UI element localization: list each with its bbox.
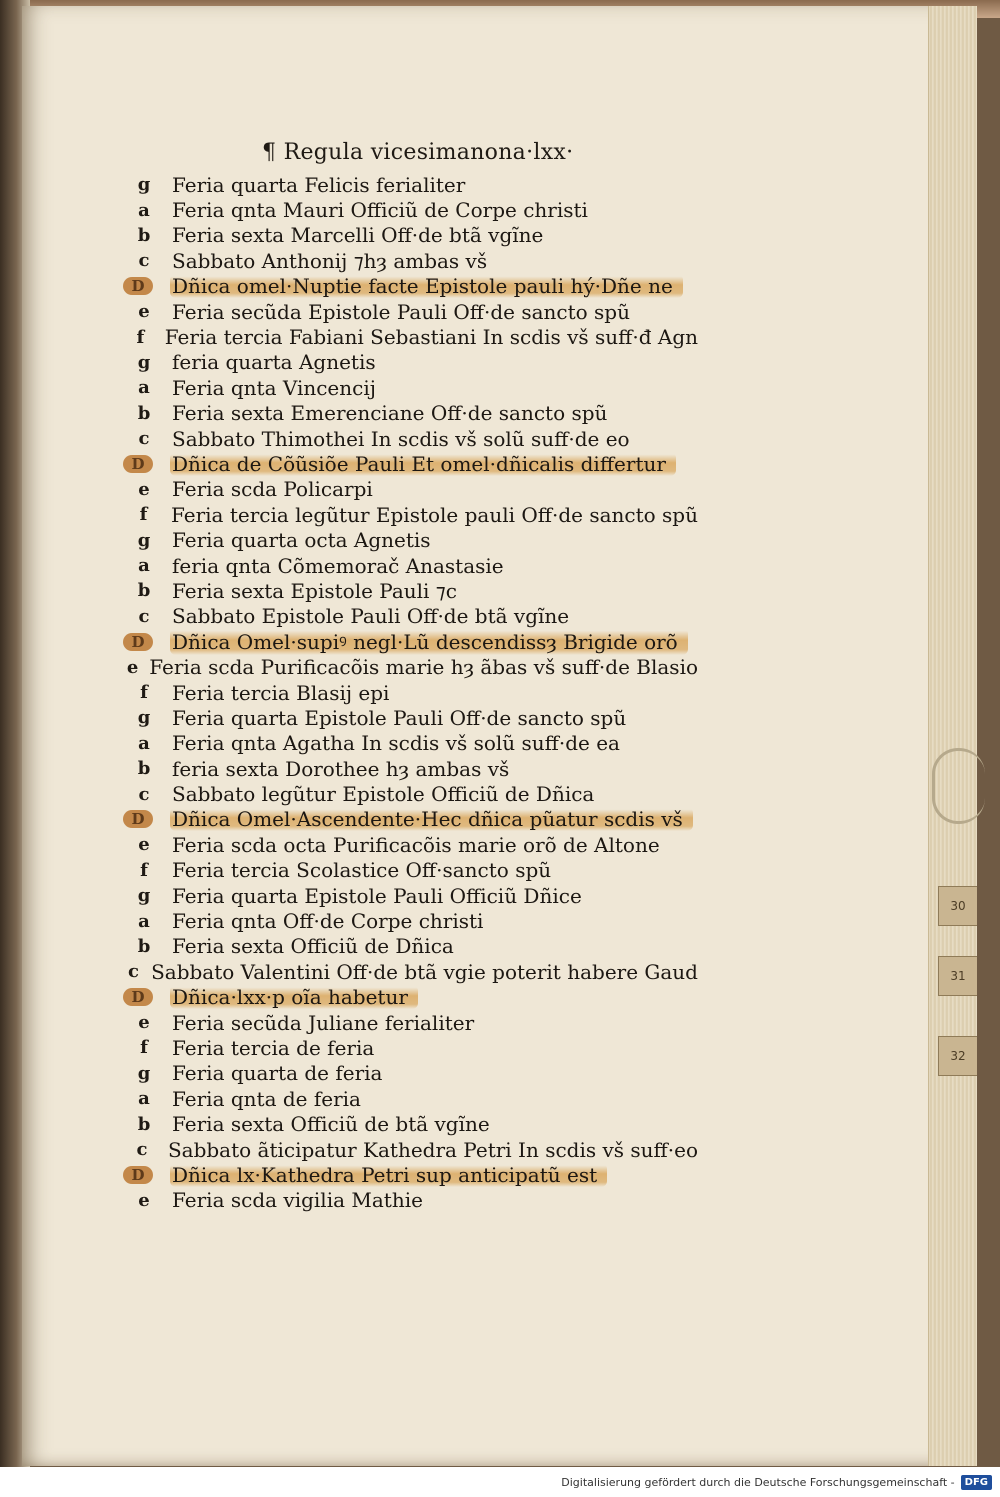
entry-text: Sabbato Anthonij ⁊hȝ ambas vš [172, 248, 488, 273]
entry-text: Feria scda Policarpi [172, 477, 373, 502]
clasp-ring [932, 748, 985, 824]
page-tab[interactable] [938, 956, 977, 996]
entry-text: Sabbato legũtur Epistole Officiũ de Dñica [172, 782, 595, 807]
dominical-letter: e [138, 1189, 150, 1211]
calendar-row [118, 1010, 698, 1035]
dominical-letter: g [137, 885, 151, 907]
entry-text: Sabbato ãticipatur Kathedra Petri In scdis vš suff·eo [167, 1137, 698, 1162]
dominical-letter: D [123, 633, 153, 651]
dominical-letter: c [138, 250, 150, 272]
footer-bar [0, 1467, 1000, 1497]
entry-text: Feria qnta Off·de Corpe christi [172, 909, 484, 934]
calendar-row [118, 832, 698, 857]
calendar-row [118, 426, 698, 451]
calendar-row [118, 705, 698, 730]
dominical-letter: c [138, 605, 150, 627]
entry-text: Feria sexta Officiũ de btã vgĩne [172, 1112, 490, 1137]
dfg-logo[interactable]: DFG [961, 1475, 992, 1490]
sunday-row [118, 629, 698, 654]
calendar-row [118, 578, 698, 603]
entry-text: Sabbato Thimothei In scdis vš solũ suff·de eo [172, 426, 630, 451]
calendar-row [118, 604, 698, 629]
page-tab[interactable] [938, 1036, 977, 1076]
calendar-row [118, 883, 698, 908]
page-tab[interactable] [938, 886, 977, 926]
tab-label: 31 [950, 969, 966, 983]
calendar-row [118, 299, 698, 324]
dominical-letter: e [138, 1012, 150, 1034]
dominical-letter: f [140, 1037, 148, 1059]
sunday-row [118, 985, 698, 1010]
page-heading [262, 140, 573, 165]
calendar-row [118, 934, 698, 959]
calendar-row [118, 654, 698, 679]
entry-text: Feria quarta de feria [172, 1061, 383, 1086]
entry-text: Dñica Omel·supiꝰ negl·Lũ descendissȝ Brigide orõ [170, 628, 688, 655]
dominical-letter: c [138, 783, 150, 805]
calendar-row [118, 324, 698, 349]
sunday-row [118, 451, 698, 476]
dominical-letter: e [126, 656, 139, 678]
dominical-letter: b [137, 758, 151, 780]
dominical-letter: a [138, 377, 150, 399]
entry-text: Feria scda octa Purificacõis marie orõ de Altone [172, 832, 660, 857]
dominical-letter: e [138, 301, 150, 323]
calendar-row [118, 781, 698, 806]
dominical-letter: D [123, 277, 153, 295]
calendar-row [118, 502, 698, 527]
entry-text: Dñica lx·Kathedra Petri sup anticipatũ est [170, 1163, 607, 1187]
dominical-letter: g [137, 351, 151, 373]
dominical-letter: a [138, 732, 150, 754]
dominical-letter: c [128, 961, 140, 983]
entry-text: Dñica omel·Nuptie facte Epistole pauli hý·Dñe ne [170, 274, 683, 298]
calendar-row [118, 197, 698, 222]
dominical-letter: D [123, 810, 153, 828]
dominical-letter: g [137, 529, 151, 551]
entry-text: Feria tercia Fabiani Sebastiani In scdis vš suff·đ Agn [164, 325, 698, 350]
entry-text: Feria scda Purificacõis marie hȝ ãbas vš suff·de Blasio [149, 655, 698, 680]
dominical-letter: f [139, 504, 148, 526]
entry-text: Feria qnta Mauri Officiũ de Corpe christi [172, 198, 588, 223]
dominical-letter: g [137, 1062, 151, 1084]
entry-text: Dñica Omel·Ascendente·Hec dñica pũatur scdis vš [170, 807, 693, 831]
dominical-letter: D [123, 1166, 153, 1184]
calendar-row [118, 350, 698, 375]
page-heading-text: Regula vicesimanona·lxx· [283, 140, 574, 165]
dominical-letter: f [140, 859, 148, 881]
calendar-row [118, 908, 698, 933]
entry-text: Feria quarta octa Agnetis [172, 528, 431, 553]
calendar-row [118, 731, 698, 756]
calendar-row [118, 680, 698, 705]
entry-text: Feria tercia Scolastice Off·sancto spũ [172, 858, 552, 883]
calendar-row [118, 959, 698, 984]
dominical-letter: D [123, 988, 153, 1006]
dominical-letter: b [137, 1113, 151, 1135]
dominical-letter: D [123, 455, 153, 473]
dominical-letter: b [137, 580, 151, 602]
sunday-row [118, 274, 698, 299]
calendar-row [118, 756, 698, 781]
entry-text: Sabbato Valentini Off·de btã vgie poterit habere Gaud [151, 959, 698, 984]
calendar-row [118, 401, 698, 426]
entry-text: Feria sexta Epistole Pauli ⁊c [172, 578, 457, 603]
dominical-letter: g [137, 707, 151, 729]
calendar-row [118, 172, 698, 197]
entry-text: Dñica de Cõũsiõe Pauli Et omel·dñicalis differtur [170, 452, 676, 476]
entry-text: Dñica·lxx·p oĩa habetur [170, 985, 418, 1009]
entry-text: feria quarta Agnetis [172, 350, 376, 375]
dominical-letter: g [137, 174, 151, 196]
calendar-list [118, 172, 698, 1213]
entry-text: Feria scda vigilia Mathie [172, 1188, 423, 1213]
calendar-row [118, 248, 698, 273]
calendar-row [118, 375, 698, 400]
entry-text: Feria tercia Blasij epi [172, 680, 390, 705]
entry-text: feria qnta Cõmemorač Anastasie [172, 553, 504, 578]
entry-text: Feria qnta Vincencij [172, 375, 376, 400]
calendar-row [118, 527, 698, 552]
calendar-row [118, 1137, 698, 1162]
dominical-letter: b [137, 935, 151, 957]
entry-text: Feria quarta Epistole Pauli Off·de sancto spũ [172, 705, 627, 730]
entry-text: Feria qnta de feria [172, 1086, 361, 1111]
dominical-letter: a [138, 1088, 150, 1110]
calendar-row [118, 1061, 698, 1086]
calendar-row [118, 223, 698, 248]
entry-text: Feria sexta Marcelli Off·de btã vgĩne [172, 223, 544, 248]
dominical-letter: b [137, 224, 151, 246]
entry-text: Feria sexta Officiũ de Dñica [172, 934, 454, 959]
calendar-row [118, 1111, 698, 1136]
calendar-row [118, 1086, 698, 1111]
entry-text: feria sexta Dorothee hȝ ambas vš [172, 756, 510, 781]
pilcrow-icon: ¶ [262, 140, 277, 165]
entry-text: Feria quarta Epistole Pauli Officiũ Dñice [172, 883, 582, 908]
dominical-letter: a [138, 199, 150, 221]
page-edges [928, 6, 977, 1466]
calendar-row [118, 477, 698, 502]
entry-text: Feria secũda Epistole Pauli Off·de sancto spũ [172, 299, 630, 324]
tab-label: 32 [950, 1049, 966, 1063]
dominical-letter: a [138, 555, 150, 577]
dominical-letter: c [138, 428, 150, 450]
dominical-letter: e [138, 478, 150, 500]
entry-text: Sabbato Epistole Pauli Off·de btã vgĩne [172, 604, 570, 629]
entry-text: Feria secũda Juliane ferialiter [172, 1010, 475, 1035]
dominical-letter: e [138, 834, 150, 856]
entry-text: Feria tercia de feria [172, 1035, 375, 1060]
entry-text: Feria sexta Emerenciane Off·de sancto spũ [172, 401, 608, 426]
entry-text: Feria qnta Agatha In scdis vš solũ suff·de ea [172, 731, 620, 756]
calendar-row [118, 1188, 698, 1213]
dominical-letter: a [138, 910, 150, 932]
calendar-row [118, 553, 698, 578]
calendar-row [118, 1035, 698, 1060]
dominical-letter: f [140, 682, 148, 703]
dominical-letter: f [136, 326, 145, 348]
entry-text: Feria tercia legũtur Epistole pauli Off·de sancto spũ [170, 502, 698, 527]
dominical-letter: c [136, 1139, 148, 1161]
calendar-row [118, 858, 698, 883]
sunday-row [118, 807, 698, 832]
dominical-letter: b [137, 402, 151, 424]
entry-text: Feria quarta Felicis ferialiter [172, 172, 466, 197]
tab-label: 30 [950, 899, 966, 913]
sunday-row [118, 1162, 698, 1187]
footer-credit: Digitalisierung gefördert durch die Deutsche Forschungsgemeinschaft - [561, 1475, 955, 1489]
